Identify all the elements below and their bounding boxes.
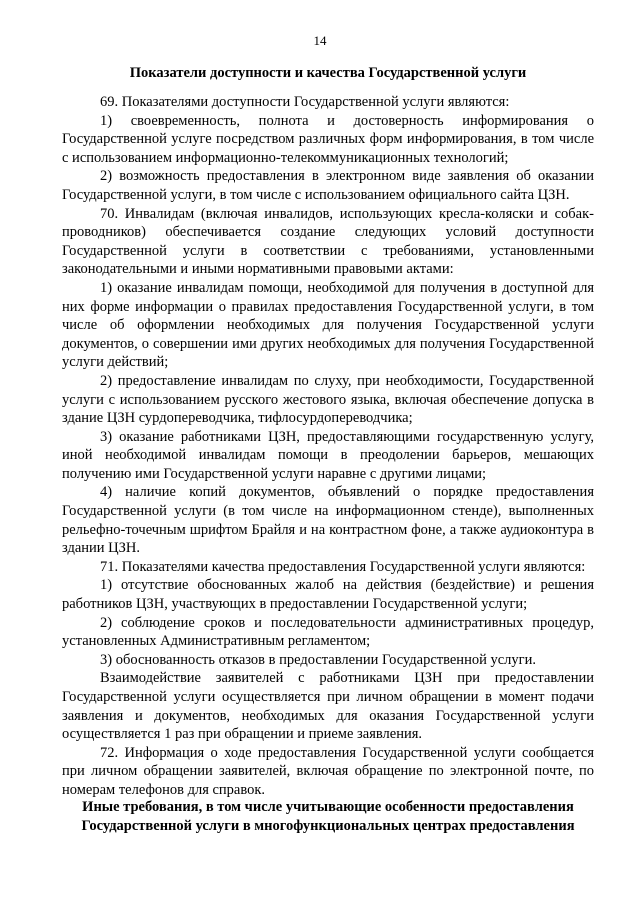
paragraph-69-item-1: 1) своевременность, полнота и достоверность информирования о Государственной услуге посредством различных форм информирования, в том числе с использованием информационно-телекоммуникационных технологий; bbox=[62, 112, 594, 166]
paragraph-71: 71. Показателями качества предоставления Государственной услуги являются: bbox=[100, 558, 586, 575]
paragraph-71-item-1: 1) отсутствие обоснованных жалоб на действия (бездействие) и решения работников ЦЗН, участвующих в предоставлении Государственной услуги; bbox=[62, 577, 594, 613]
paragraph-71-item-2: 2) соблюдение сроков и последовательности административных процедур, установленных Административным регламентом; bbox=[62, 614, 594, 650]
section-title: Показатели доступности и качества Государственной услуги bbox=[129, 65, 527, 81]
paragraph-70-item-2: 2) предоставление инвалидам по слуху, при необходимости, Государственной услуги с использованием русского жестового языка, включая обеспечение допуска в здание ЦЗН сурдопереводчика, тифлосурдопереводчика; bbox=[62, 372, 594, 427]
next-section-title-line-1: Иные требования, в том числе учитывающие особенности предоставления bbox=[82, 799, 574, 815]
paragraph-69-item-2: 2) возможность предоставления в электронном виде заявления об оказании Государственной услуги, в том числе с использованием официального сайта ЦЗН. bbox=[62, 168, 594, 203]
paragraph-70-item-3: 3) оказание работниками ЦЗН, предоставляющими государственную услугу, иной необходимой инвалидам помощи в преодолении барьеров, мешающих получению ими Государственной услуги наравне с другими лицами; bbox=[62, 428, 594, 482]
paragraph-70-item-4: 4) наличие копий документов, объявлений о порядке предоставления Государственной услуги (в том числе на информационном стенде), выполненных рельефно-точечным шрифтом Брайля и на контрастном фоне, а также аудиоконтура в здании ЦЗН. bbox=[62, 484, 594, 557]
paragraph-70-item-1: 1) оказание инвалидам помощи, необходимой для получения в доступной для них форме информации о правилах предоставления Государственной услуги, в том числе об оформлении необходимых для получения Государственной услуги документов, о совершении ими других необходимых для получения Государственной услуги действий; bbox=[62, 279, 594, 371]
paragraph-71-item-3: 3) обоснованность отказов в предоставлении Государственной услуги. bbox=[100, 651, 536, 668]
paragraph-72: 72. Информация о ходе предоставления Государственной услуги сообщается при личном обращении заявителей, включая обращение по электронной почте, по номерам телефонов для справок. bbox=[62, 744, 594, 798]
paragraph-70: 70. Инвалидам (включая инвалидов, использующих кресла-коляски и собак-проводников) обеспечивается создание следующих условий доступности Государственной услуги в соответствии с требованиями, установленными законодательными и иными нормативными правовыми актами: bbox=[62, 205, 594, 278]
paragraph-interaction: Взаимодействие заявителей с работниками ЦЗН при предоставлении Государственной услуги осуществляется при личном обращении в момент подачи заявления и документов, необходимых для оказания Государственной услуги осуществляется 1 раз при обращении и приеме заявления. bbox=[62, 670, 594, 743]
paragraph-69: 69. Показателями доступности Государственной услуги являются: bbox=[100, 94, 510, 110]
page-number: 14 bbox=[313, 33, 327, 48]
document-body bbox=[62, 93, 594, 800]
next-section-title-line-2: Государственной услуги в многофункциональных центрах предоставления bbox=[81, 818, 575, 834]
next-section-title bbox=[62, 798, 594, 836]
